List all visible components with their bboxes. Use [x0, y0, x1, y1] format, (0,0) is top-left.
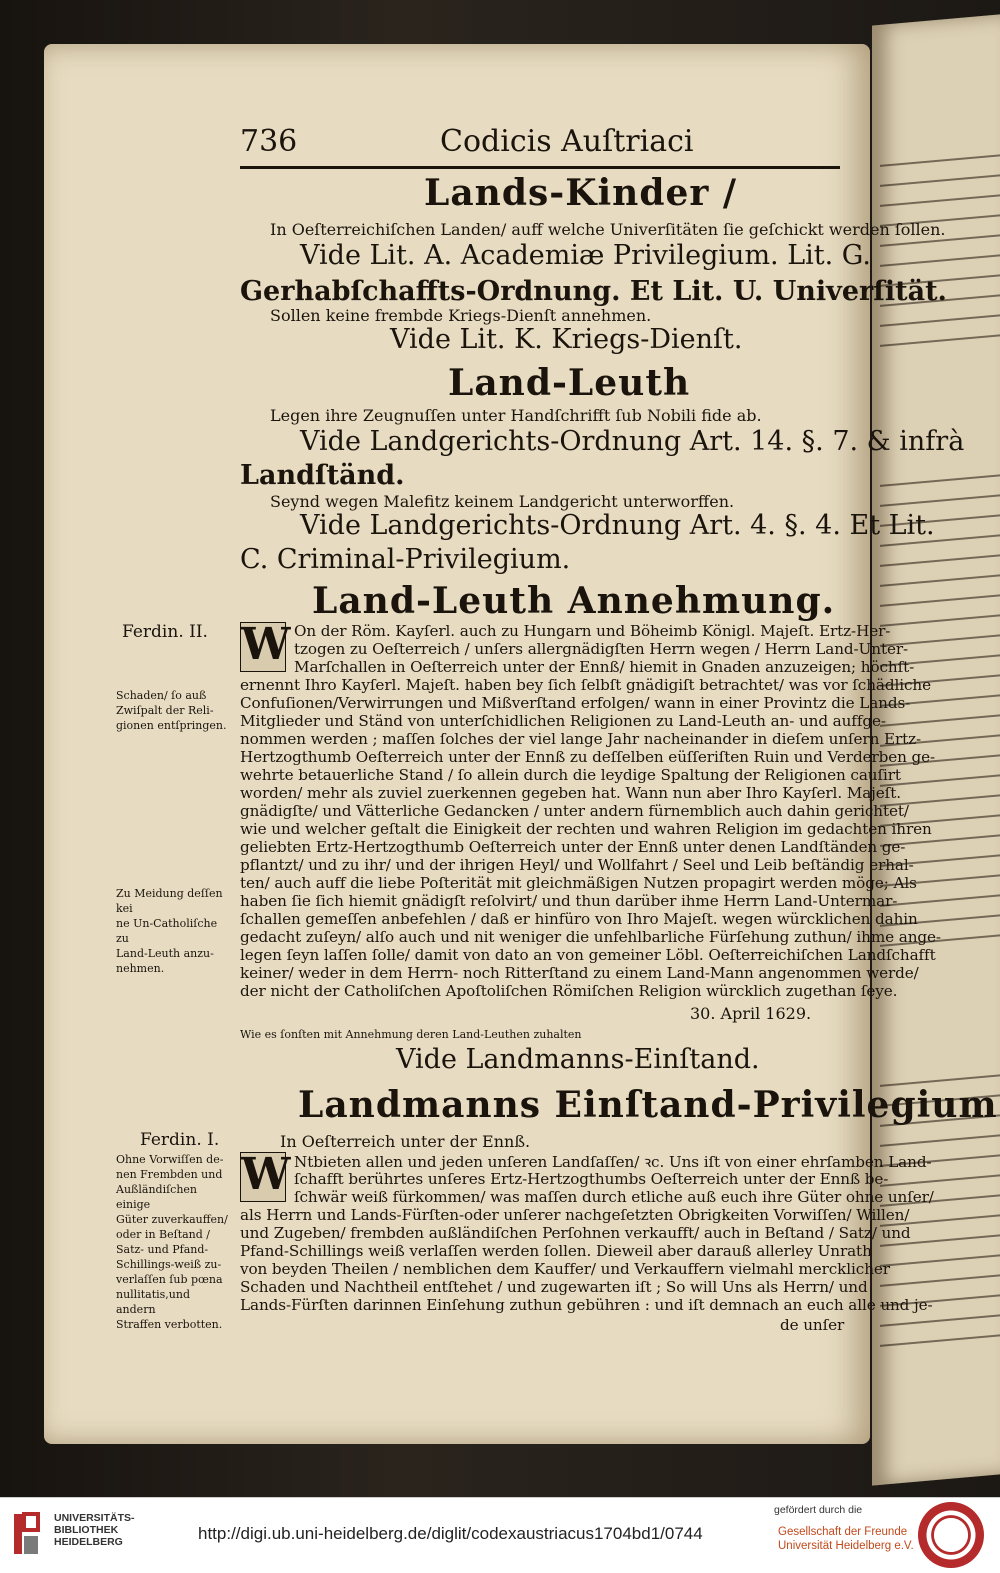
paragraph-line: ernennt Ihro Kayſerl. Majeſt. haben bey ſich ſelbſt gnädigiſt betrachtet/ was vor ſchädliche — [240, 676, 931, 694]
vide-reference: Vide Lit. A. Academiæ Privilegium. Lit. G. — [300, 240, 871, 271]
society-name: Gesellschaft der Freunde Universität Heidelberg e.V. — [778, 1526, 914, 1552]
library-name: UNIVERSITÄTS- BIBLIOTHEK HEIDELBERG — [54, 1512, 135, 1548]
paragraph-line: Schaden und Nachtheil entſtehet / und zugewarten iſt ; So will Uns als Herrn/ und — [240, 1278, 868, 1296]
paragraph-line: ſchwär weiß fürkommen/ was maſſen durch etliche auß euch ihre Güter ohne unſer/ — [294, 1188, 934, 1206]
paragraph-line: On der Röm. Kayſerl. auch zu Hungarn und Böheimb Königl. Majeſt. Ertz-Her- — [294, 622, 891, 640]
heading-annehmung: Land-Leuth Annehmung. — [312, 580, 836, 622]
catchword: de unſer — [780, 1316, 845, 1334]
heading-landskinder: Lands-Kinder / — [424, 172, 738, 214]
decree-date: 30. April 1629. — [690, 1004, 812, 1023]
text-line: Seynd wegen Malefitz keinem Landgericht unterworffen. — [270, 492, 735, 511]
text-line: Sollen keine frembde Kriegs-Dienſt annehmen. — [270, 306, 652, 325]
paragraph-line: Ntbieten allen und jeden unſeren Landſaſſen/ ꝛc. Uns iſt von einer ehrſamben Land- — [294, 1153, 932, 1171]
drop-capital: W — [241, 1149, 291, 1200]
margin-note: Ohne Vorwiſſen de- nen Frembden und Außländiſchen einige Güter zuverkauffen/ oder in Beſtand / Satz- und Pfand- Schillings-weiß zu- verlaſſen ſub pœna nullitatis,und andern Straffen verbotten. — [116, 1153, 228, 1331]
paragraph-line: geliebten Ertz-Hertzogthumb Oeſterreich unter der Ennß unter denen Landſtänden ge- — [240, 838, 906, 856]
paragraph-line: Mitglieder und Ständ von unterſchidlichen Religionen zu Land-Leuth an- und auffge- — [240, 712, 886, 730]
paragraph-line: als Herrn und Lands-Fürſten-oder unſerer nachgeſetzten Obrigkeiten Vorwiſſen/ Willen/ — [240, 1206, 910, 1224]
vide-reference: Vide Landgerichts-Ordnung Art. 4. §. 4. Et Lit. — [300, 510, 935, 541]
paragraph-line: haben ſie ſich hiemit gnädigſt reſolvirt/ und thun darüber ihme Herrn Land-Untermar- — [240, 892, 898, 910]
paragraph-line: von beyden Theilen / nemblichen dem Kauffer/ und Verkauffern vielmahl mercklicher — [240, 1260, 890, 1278]
paragraph-line: wie und welcher geſtalt die Einigkeit der rechten und wahren Religion im gedachten ihren — [240, 820, 932, 838]
funded-by-label: gefördert durch die — [774, 1504, 863, 1516]
text-line: In Oeſterreichiſchen Landen/ auff welche Univerſitäten ſie geſchickt werden ſollen. — [270, 220, 946, 239]
paragraph-line: keiner/ weder in dem Herrn- noch Ritterſtand zu einem Land-Mann angenommen werde/ — [240, 964, 919, 982]
paragraph-line: Lands-Fürſten darinnen Einſehung zuthun gebühren : und iſt demnach an euch alle und je- — [240, 1296, 933, 1314]
paragraph-line: der nicht der Catholiſchen Apoſtoliſchen Römiſchen Religion würcklich zugethan ſeye. — [240, 982, 898, 1000]
vide-reference: Vide Landmanns-Einſtand. — [396, 1044, 760, 1075]
library-logo-icon — [12, 1510, 42, 1558]
paragraph-line: worden/ mehr als zuviel zuerkennen gegeben hat. Wann nun aber Ihro Kayſerl. Majeſt. — [240, 784, 901, 802]
heading-landleuth: Land-Leuth — [448, 362, 691, 404]
paragraph-line: ten/ auch auff die liebe Poſterität mit gleichmäßigen Nutzen propagirt werden möge; Als — [240, 874, 917, 892]
paragraph-line: Marſchallen in Oeſterreich unter der Ennß/ hiemit in Gnaden anzuzeigen; höchſt- — [294, 658, 915, 676]
vide-reference: C. Criminal-Privilegium. — [240, 544, 571, 575]
margin-note: Zu Meidung deſſen kei ne Un-Catholiſche zu Land-Leuth anzu- nehmen. — [116, 887, 223, 975]
paragraph-line: Hertzogthumb Oeſterreich unter der Ennß zu deſſelben eüſſeriſten Ruin und Verderben ge- — [240, 748, 936, 766]
drop-capital: W — [241, 619, 291, 670]
cross-reference-note: Wie es ſonſten mit Annehmung deren Land-Leuthen zuhalten — [240, 1028, 582, 1041]
university-seal-icon — [918, 1502, 984, 1568]
paragraph-line: nommen werden ; maſſen ſolches der viel lange Jahr nacheinander in dieſem unſern Ertz- — [240, 730, 922, 748]
paragraph-line: legen ſeyn laſſen ſolle/ damit von dato an von gemeiner Löbl. Oeſterreichiſchen Landſchafft — [240, 946, 936, 964]
text-line: Legen ihre Zeugnuſſen unter Handſchrifft ſub Nobili fide ab. — [270, 406, 762, 425]
paragraph-line: ſchallen gemeſſen anbefehlen / daß er hinfüro von Ihro Majeſt. wegen würcklichen dahin — [240, 910, 918, 928]
margin-note: Schaden/ ſo auß Zwiſpalt der Reli- gionen entſpringen. — [116, 689, 227, 732]
margin-ruler-name: Ferdin. II. — [122, 622, 208, 642]
viewer-footer — [0, 1497, 1000, 1573]
paragraph-line: Confuſionen/Verwirrungen und Mißverſtand erfolgen/ wann in einer Provintz die Lands- — [240, 694, 911, 712]
paragraph-line: ſchafft berührtes unſeres Ertz-Hertzogthumbs Oeſterreich unter der Ennß be- — [294, 1170, 889, 1188]
paragraph-line: pflantzt/ und zu ihr/ und der ihrigen Heyl/ und Wollfahrt / Seel und Leib beſtändig erhal- — [240, 856, 914, 874]
margin-ruler-name: Ferdin. I. — [140, 1130, 220, 1150]
page-number: 736 — [240, 124, 298, 159]
paragraph-line: Pfand-Schillings weiß verlaſſen werden ſollen. Dieweil aber darauß allerley Unrath — [240, 1242, 872, 1260]
subheading: In Oeſterreich unter der Ennß. — [280, 1132, 531, 1151]
paragraph-line: gnädigſte/ und Vätterliche Gedancken / unter andern fürnemblich auch dahin gerichtet/ — [240, 802, 909, 820]
paragraph-line: wehrte betauerliche Stand / ſo allein durch die leydige Spaltung der Religionen cauſirt — [240, 766, 901, 784]
paragraph-line: tzogen zu Oeſterreich / unſers allergnädigſten Herrn wegen / Herrn Land-Unter- — [294, 640, 909, 658]
vide-reference: Vide Landgerichts-Ordnung Art. 14. §. 7. & infrà — [300, 426, 965, 457]
vide-reference: Vide Lit. K. Kriegs-Dienſt. — [390, 324, 743, 355]
vide-reference: Gerhabſchaffts-Ordnung. Et Lit. U. Univerſität. — [240, 276, 947, 307]
permalink-url[interactable]: http://digi.ub.uni-heidelberg.de/diglit/codexaustriacus1704bd1/0744 — [198, 1524, 703, 1543]
vide-reference: Landſtänd. — [240, 460, 405, 491]
page-header — [240, 124, 840, 164]
paragraph-line: gedacht zuſeyn/ alſo auch und nit weniger die unfehlbarliche Fürſehung zuthun/ ihme ange- — [240, 928, 941, 946]
book-page — [44, 44, 998, 1444]
running-title: Codicis Auſtriaci — [440, 124, 694, 159]
paragraph-line: und Zugeben/ frembden außländiſchen Perſohnen verkaufft/ auch in Beſtand / Satz/ und — [240, 1224, 911, 1242]
header-rule — [240, 166, 840, 169]
heading-einstand: Landmanns Einſtand-Privilegium — [298, 1084, 998, 1126]
